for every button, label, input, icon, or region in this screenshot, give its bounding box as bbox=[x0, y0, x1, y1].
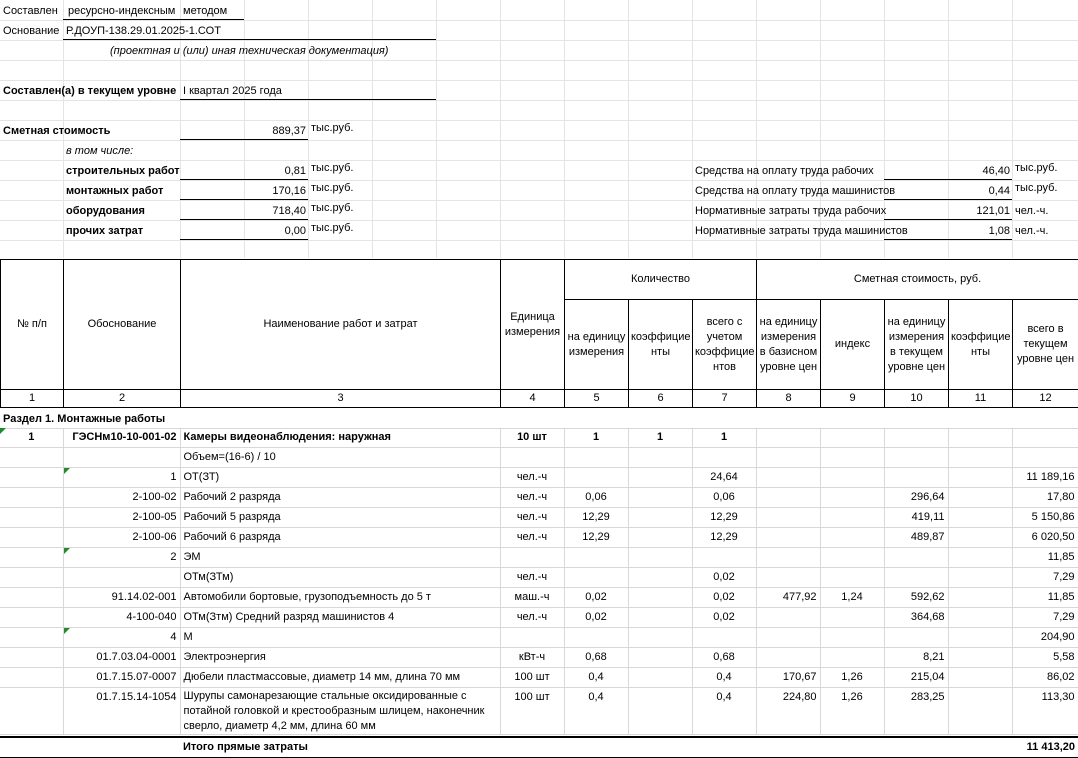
row-qty-per-unit bbox=[564, 628, 628, 648]
labor-label: Средства на оплату труда рабочих bbox=[695, 165, 874, 177]
row-qty-coef bbox=[628, 508, 692, 528]
row-name: ОТ(ЗТ) bbox=[180, 468, 500, 488]
row-qty-coef bbox=[628, 588, 692, 608]
cell-note-marker-icon bbox=[64, 468, 70, 474]
header-cost-current: на единицу измерения в текущем уровне цен bbox=[885, 300, 949, 390]
header-cost: Сметная стоимость, руб. bbox=[757, 260, 1078, 300]
row-num: 1 bbox=[0, 428, 63, 448]
row-num bbox=[0, 608, 63, 628]
col-number: 7 bbox=[693, 390, 757, 408]
labor-label: Нормативные затраты труда рабочих bbox=[695, 205, 887, 217]
row-cost-index bbox=[820, 428, 884, 448]
row-name: ЭМ bbox=[180, 548, 500, 568]
cell-note-marker-icon bbox=[0, 428, 6, 434]
row-cost-coef bbox=[948, 588, 1012, 608]
including-label: в том числе: bbox=[66, 145, 134, 157]
row-num bbox=[0, 648, 63, 668]
row-cost-total: 204,90 bbox=[1012, 628, 1078, 648]
basis-underline bbox=[63, 39, 436, 40]
col-number: 10 bbox=[885, 390, 949, 408]
cost-item-value: 718,40 bbox=[272, 205, 306, 217]
table-row bbox=[0, 608, 1078, 628]
row-qty-total: 0,02 bbox=[692, 588, 756, 608]
cost-item-underline bbox=[180, 239, 308, 240]
row-qty-coef bbox=[628, 528, 692, 548]
row-qty-total: 12,29 bbox=[692, 508, 756, 528]
row-qty-per-unit: 0,06 bbox=[564, 488, 628, 508]
row-cost-index: 1,26 bbox=[820, 668, 884, 688]
row-cost-total: 11,85 bbox=[1012, 548, 1078, 568]
header-cost-index: индекс bbox=[821, 300, 885, 390]
row-cost-current bbox=[884, 628, 948, 648]
row-qty-total: 12,29 bbox=[692, 528, 756, 548]
row-cost-base bbox=[756, 648, 820, 668]
row-unit: чел.-ч bbox=[500, 608, 564, 628]
row-basis: 1 bbox=[63, 468, 180, 488]
row-qty-total bbox=[692, 628, 756, 648]
row-cost-current: 419,11 bbox=[884, 508, 948, 528]
labor-unit: тыс.руб. bbox=[1015, 162, 1058, 174]
row-num bbox=[0, 548, 63, 568]
header-cost-coef: коэффицие нты bbox=[949, 300, 1013, 390]
method-underline bbox=[63, 19, 244, 20]
cost-item-value: 0,81 bbox=[284, 165, 306, 177]
labor-underline bbox=[884, 239, 1012, 240]
row-cost-current bbox=[884, 428, 948, 448]
col-number: 1 bbox=[1, 390, 64, 408]
row-basis: 4 bbox=[63, 628, 180, 648]
row-name: Шурупы самонарезающие стальные оксидированные с потайной головкой и крестообразным шлицем, наконечник сверло, диаметр 4,2 мм, длина 60 мм bbox=[180, 688, 500, 735]
row-basis: 01.7.15.14-1054 bbox=[63, 688, 180, 735]
row-cost-base bbox=[756, 548, 820, 568]
row-unit: маш.-ч bbox=[500, 588, 564, 608]
row-num bbox=[0, 468, 63, 488]
basis-label: Основание bbox=[3, 25, 60, 37]
row-num bbox=[0, 588, 63, 608]
row-cost-total: 5 150,86 bbox=[1012, 508, 1078, 528]
header-unit: Единица измерения bbox=[501, 260, 565, 390]
row-name: ОТм(Зтм) Средний разряд машинистов 4 bbox=[180, 608, 500, 628]
row-qty-total bbox=[692, 448, 756, 468]
table-row bbox=[0, 508, 1078, 528]
cost-item-label: прочих затрат bbox=[66, 225, 144, 237]
row-cost-total: 7,29 bbox=[1012, 608, 1078, 628]
total-row bbox=[0, 736, 1078, 758]
row-qty-total: 0,4 bbox=[692, 668, 756, 688]
row-qty-coef bbox=[628, 548, 692, 568]
row-cost-current bbox=[884, 448, 948, 468]
table-row bbox=[0, 428, 1078, 448]
row-name: Камеры видеонаблюдения: наружная bbox=[180, 428, 500, 448]
method-part2: методом bbox=[183, 5, 228, 17]
basis-value: Р.ДОУП-138.29.01.2025-1.СОТ bbox=[66, 25, 221, 37]
row-cost-current: 283,25 bbox=[884, 688, 948, 735]
row-qty-coef bbox=[628, 448, 692, 468]
row-unit: чел.-ч bbox=[500, 528, 564, 548]
row-unit: чел.-ч bbox=[500, 568, 564, 588]
labor-unit: чел.-ч. bbox=[1015, 225, 1049, 237]
row-cost-coef bbox=[948, 528, 1012, 548]
cost-item-label: монтажных работ bbox=[66, 185, 164, 197]
row-cost-total: 113,30 bbox=[1012, 688, 1078, 735]
row-cost-total bbox=[1012, 448, 1078, 468]
row-cost-base: 224,80 bbox=[756, 688, 820, 735]
table-row bbox=[0, 448, 1078, 468]
row-qty-per-unit bbox=[564, 448, 628, 468]
row-qty-coef bbox=[628, 628, 692, 648]
row-cost-base bbox=[756, 568, 820, 588]
row-cost-index: 1,26 bbox=[820, 688, 884, 735]
row-name: Рабочий 6 разряда bbox=[180, 528, 500, 548]
row-unit: чел.-ч bbox=[500, 468, 564, 488]
row-cost-index bbox=[820, 528, 884, 548]
row-cost-base bbox=[756, 468, 820, 488]
cost-item-unit: тыс.руб. bbox=[311, 222, 354, 234]
table-row bbox=[0, 528, 1078, 548]
row-qty-coef bbox=[628, 688, 692, 735]
cost-item-unit: тыс.руб. bbox=[311, 182, 354, 194]
estimate-table-header bbox=[0, 259, 1078, 408]
header-qty-per-unit: на единицу измерения bbox=[565, 300, 629, 390]
row-qty-coef bbox=[628, 668, 692, 688]
row-cost-coef bbox=[948, 608, 1012, 628]
row-cost-coef bbox=[948, 428, 1012, 448]
row-basis: 2 bbox=[63, 548, 180, 568]
row-num bbox=[0, 688, 63, 735]
row-qty-per-unit bbox=[564, 468, 628, 488]
row-name: Электроэнергия bbox=[180, 648, 500, 668]
row-cost-total: 7,29 bbox=[1012, 568, 1078, 588]
labor-label: Нормативные затраты труда машинистов bbox=[695, 225, 908, 237]
cost-item-unit: тыс.руб. bbox=[311, 162, 354, 174]
row-cost-total bbox=[1012, 428, 1078, 448]
labor-value: 0,44 bbox=[988, 185, 1010, 197]
table-row bbox=[0, 628, 1078, 648]
row-cost-current bbox=[884, 548, 948, 568]
row-cost-current: 296,64 bbox=[884, 488, 948, 508]
total-cost-label: Сметная стоимость bbox=[3, 125, 111, 137]
table-row bbox=[0, 688, 1078, 735]
row-cost-coef bbox=[948, 468, 1012, 488]
cost-item-label: оборудования bbox=[66, 205, 145, 217]
col-number: 5 bbox=[565, 390, 629, 408]
cost-item-unit: тыс.руб. bbox=[311, 202, 354, 214]
row-basis: 2-100-06 bbox=[63, 528, 180, 548]
row-unit: чел.-ч bbox=[500, 508, 564, 528]
row-cost-index bbox=[820, 568, 884, 588]
row-qty-per-unit: 0,68 bbox=[564, 648, 628, 668]
cost-item-underline bbox=[180, 179, 308, 180]
row-unit: кВт-ч bbox=[500, 648, 564, 668]
cost-item-value: 170,16 bbox=[272, 185, 306, 197]
row-qty-coef bbox=[628, 648, 692, 668]
column-number-row bbox=[1, 390, 1078, 408]
cost-item-underline bbox=[180, 199, 308, 200]
col-number: 4 bbox=[501, 390, 565, 408]
row-name: Автомобили бортовые, грузоподъемность до 5 т bbox=[180, 588, 500, 608]
cost-item-underline bbox=[180, 219, 308, 220]
labor-value: 46,40 bbox=[982, 165, 1010, 177]
labor-value: 1,08 bbox=[988, 225, 1010, 237]
total-cost-unit: тыс.руб. bbox=[311, 122, 354, 134]
estimate-rows bbox=[0, 428, 1078, 735]
row-qty-coef bbox=[628, 608, 692, 628]
row-qty-per-unit: 0,02 bbox=[564, 588, 628, 608]
method-part1: ресурсно-индексным bbox=[68, 5, 176, 17]
header-name: Наименование работ и затрат bbox=[181, 260, 501, 390]
section-title: Раздел 1. Монтажные работы bbox=[3, 413, 166, 425]
row-num bbox=[0, 628, 63, 648]
row-cost-index bbox=[820, 508, 884, 528]
basis-note: (проектная и (или) иная техническая документация) bbox=[110, 45, 389, 57]
row-name: Рабочий 5 разряда bbox=[180, 508, 500, 528]
row-num bbox=[0, 668, 63, 688]
row-cost-total: 17,80 bbox=[1012, 488, 1078, 508]
row-unit bbox=[500, 548, 564, 568]
row-cost-index bbox=[820, 548, 884, 568]
col-number: 2 bbox=[64, 390, 181, 408]
row-basis: 01.7.03.04-0001 bbox=[63, 648, 180, 668]
total-cost-value: 889,37 bbox=[272, 125, 306, 137]
row-basis bbox=[63, 568, 180, 588]
cell-note-marker-icon bbox=[64, 628, 70, 634]
level-label: Составлен(а) в текущем уровне bbox=[3, 85, 177, 97]
row-qty-total: 0,4 bbox=[692, 688, 756, 735]
header-quantity: Количество bbox=[565, 260, 757, 300]
header-qty-coef: коэффицие нты bbox=[629, 300, 693, 390]
row-name: Объем=(16-6) / 10 bbox=[180, 448, 500, 468]
row-cost-current bbox=[884, 568, 948, 588]
cell-note-marker-icon bbox=[64, 548, 70, 554]
row-qty-per-unit bbox=[564, 568, 628, 588]
header-cost-base: на единицу измерения в базисном уровне цен bbox=[757, 300, 821, 390]
table-row bbox=[0, 588, 1078, 608]
row-cost-current: 489,87 bbox=[884, 528, 948, 548]
row-name: ОТм(ЗТм) bbox=[180, 568, 500, 588]
col-number: 11 bbox=[949, 390, 1013, 408]
row-qty-total: 0,02 bbox=[692, 608, 756, 628]
col-number: 6 bbox=[629, 390, 693, 408]
row-num bbox=[0, 508, 63, 528]
labor-unit: чел.-ч. bbox=[1015, 205, 1049, 217]
row-cost-base bbox=[756, 608, 820, 628]
row-unit: 10 шт bbox=[500, 428, 564, 448]
header-num: № п/п bbox=[1, 260, 64, 390]
row-cost-coef bbox=[948, 448, 1012, 468]
table-row bbox=[0, 568, 1078, 588]
header-qty-total: всего с учетом коэффицие нтов bbox=[693, 300, 757, 390]
row-cost-coef bbox=[948, 688, 1012, 735]
row-unit: 100 шт bbox=[500, 668, 564, 688]
labor-value: 121,01 bbox=[976, 205, 1010, 217]
row-cost-index bbox=[820, 628, 884, 648]
row-cost-coef bbox=[948, 548, 1012, 568]
row-cost-index: 1,24 bbox=[820, 588, 884, 608]
row-basis: 2-100-02 bbox=[63, 488, 180, 508]
row-name: Дюбели пластмассовые, диаметр 14 мм, длина 70 мм bbox=[180, 668, 500, 688]
row-unit bbox=[500, 628, 564, 648]
row-cost-current bbox=[884, 468, 948, 488]
row-cost-index bbox=[820, 608, 884, 628]
total-cost-underline bbox=[180, 139, 308, 140]
table-row bbox=[0, 648, 1078, 668]
row-num bbox=[0, 568, 63, 588]
row-basis: 91.14.02-001 bbox=[63, 588, 180, 608]
level-value: I квартал 2025 года bbox=[183, 85, 282, 97]
row-qty-total: 0,02 bbox=[692, 568, 756, 588]
row-cost-base: 477,92 bbox=[756, 588, 820, 608]
row-name: М bbox=[180, 628, 500, 648]
row-cost-coef bbox=[948, 508, 1012, 528]
col-number: 12 bbox=[1013, 390, 1078, 408]
row-cost-total: 11,85 bbox=[1012, 588, 1078, 608]
row-qty-total: 24,64 bbox=[692, 468, 756, 488]
row-cost-index bbox=[820, 448, 884, 468]
row-qty-per-unit: 0,02 bbox=[564, 608, 628, 628]
row-basis: 2-100-05 bbox=[63, 508, 180, 528]
row-qty-coef bbox=[628, 488, 692, 508]
table-row bbox=[0, 668, 1078, 688]
row-cost-current: 8,21 bbox=[884, 648, 948, 668]
col-number: 9 bbox=[821, 390, 885, 408]
row-cost-base bbox=[756, 448, 820, 468]
row-unit bbox=[500, 448, 564, 468]
header-basis: Обоснование bbox=[64, 260, 181, 390]
row-cost-total: 6 020,50 bbox=[1012, 528, 1078, 548]
row-cost-total: 86,02 bbox=[1012, 668, 1078, 688]
composed-label: Составлен bbox=[3, 5, 58, 17]
row-qty-per-unit: 12,29 bbox=[564, 508, 628, 528]
row-cost-total: 11 189,16 bbox=[1012, 468, 1078, 488]
labor-unit: тыс.руб. bbox=[1015, 182, 1058, 194]
row-cost-base bbox=[756, 508, 820, 528]
labor-label: Средства на оплату труда машинистов bbox=[695, 185, 896, 197]
row-num bbox=[0, 528, 63, 548]
row-cost-base: 170,67 bbox=[756, 668, 820, 688]
row-unit: чел.-ч bbox=[500, 488, 564, 508]
header-cost-total: всего в текущем уровне цен bbox=[1013, 300, 1078, 390]
row-qty-total: 0,68 bbox=[692, 648, 756, 668]
row-cost-index bbox=[820, 488, 884, 508]
row-cost-index bbox=[820, 468, 884, 488]
labor-underline bbox=[884, 179, 1012, 180]
row-qty-per-unit: 1 bbox=[564, 428, 628, 448]
total-label: Итого прямые затраты bbox=[183, 741, 308, 753]
cost-item-label: строительных работ bbox=[66, 165, 180, 177]
row-qty-coef: 1 bbox=[628, 428, 692, 448]
row-basis bbox=[63, 448, 180, 468]
cost-item-value: 0,00 bbox=[284, 225, 306, 237]
row-cost-base bbox=[756, 628, 820, 648]
total-value: 11 413,20 bbox=[1026, 741, 1075, 753]
row-basis: ГЭСНм10-10-001-02 bbox=[63, 428, 180, 448]
row-qty-per-unit: 0,4 bbox=[564, 668, 628, 688]
row-qty-total: 1 bbox=[692, 428, 756, 448]
row-cost-total: 5,58 bbox=[1012, 648, 1078, 668]
row-qty-coef bbox=[628, 568, 692, 588]
table-row bbox=[0, 468, 1078, 488]
row-qty-total: 0,06 bbox=[692, 488, 756, 508]
row-num bbox=[0, 488, 63, 508]
row-cost-current: 592,62 bbox=[884, 588, 948, 608]
labor-underline bbox=[884, 199, 1012, 200]
row-basis: 01.7.15.07-0007 bbox=[63, 668, 180, 688]
row-cost-coef bbox=[948, 568, 1012, 588]
col-number: 8 bbox=[757, 390, 821, 408]
row-qty-per-unit bbox=[564, 548, 628, 568]
row-cost-base bbox=[756, 528, 820, 548]
row-qty-per-unit: 0,4 bbox=[564, 688, 628, 735]
row-cost-coef bbox=[948, 668, 1012, 688]
row-qty-coef bbox=[628, 468, 692, 488]
row-qty-per-unit: 12,29 bbox=[564, 528, 628, 548]
row-unit: 100 шт bbox=[500, 688, 564, 735]
table-row bbox=[0, 488, 1078, 508]
row-cost-base bbox=[756, 488, 820, 508]
row-basis: 4-100-040 bbox=[63, 608, 180, 628]
row-cost-index bbox=[820, 648, 884, 668]
row-cost-coef bbox=[948, 488, 1012, 508]
col-number: 3 bbox=[181, 390, 501, 408]
row-qty-total bbox=[692, 548, 756, 568]
table-row bbox=[0, 548, 1078, 568]
row-cost-current: 364,68 bbox=[884, 608, 948, 628]
row-cost-current: 215,04 bbox=[884, 668, 948, 688]
level-underline bbox=[180, 99, 436, 100]
row-num bbox=[0, 448, 63, 468]
row-name: Рабочий 2 разряда bbox=[180, 488, 500, 508]
labor-underline bbox=[884, 219, 1012, 220]
row-cost-coef bbox=[948, 628, 1012, 648]
row-cost-base bbox=[756, 428, 820, 448]
row-cost-coef bbox=[948, 648, 1012, 668]
